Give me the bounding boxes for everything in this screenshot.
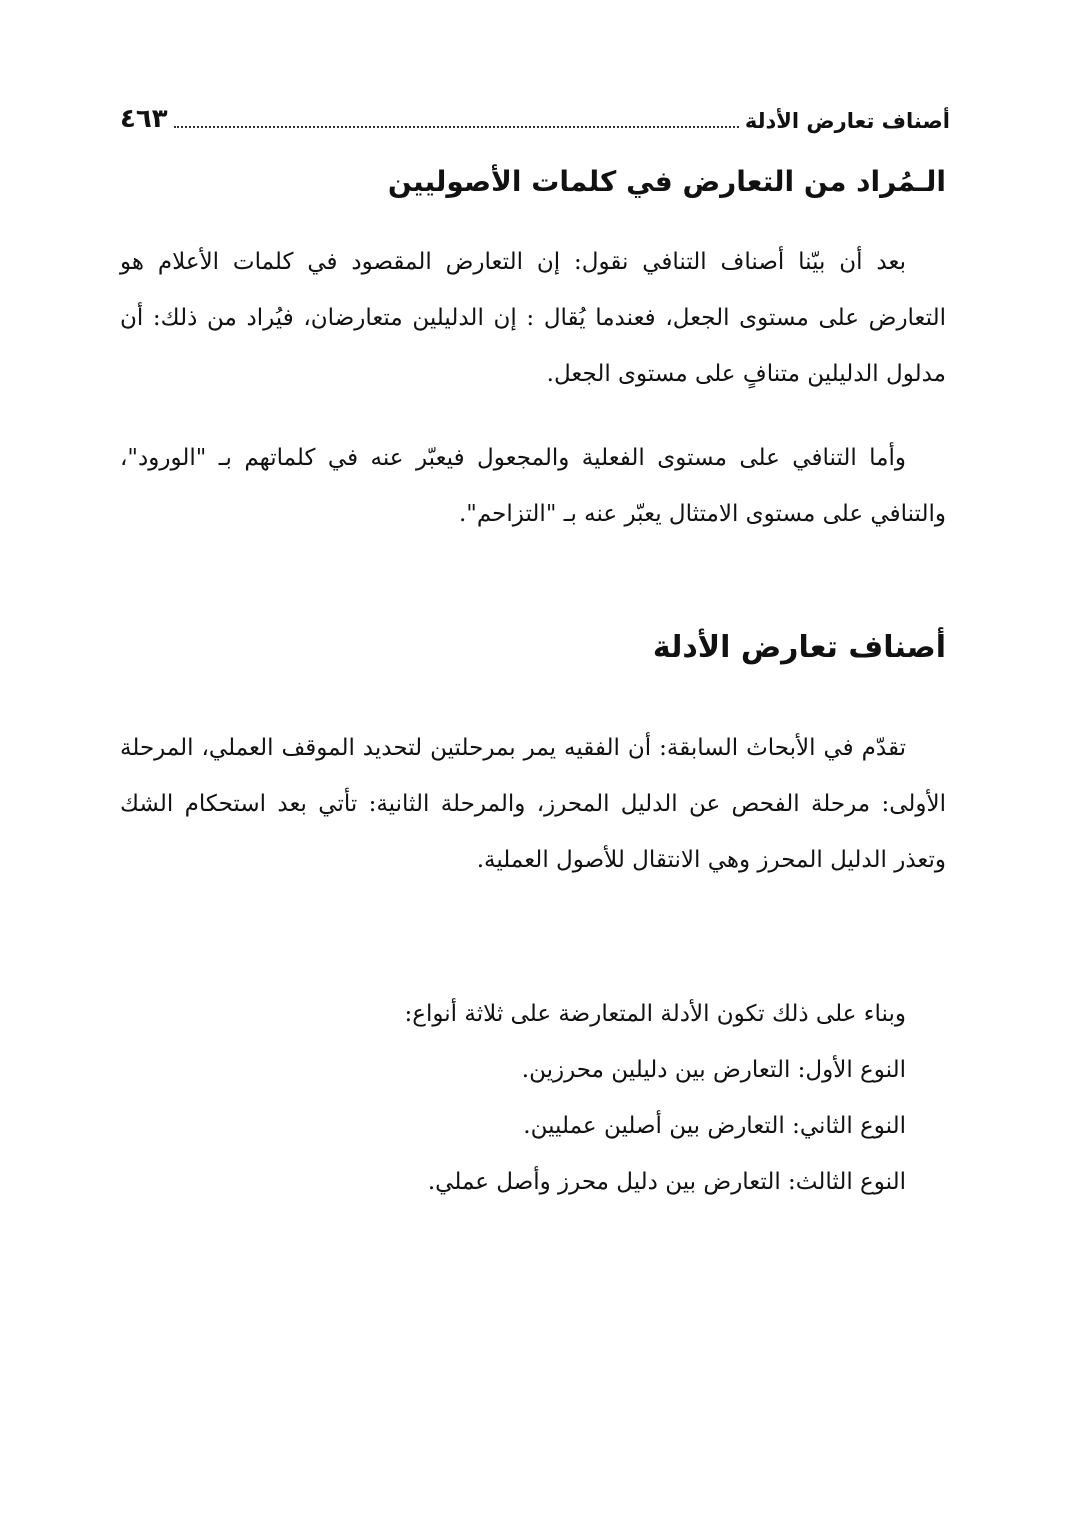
paragraph-terms-text: وأما التنافي على مستوى الفعلية والمجعول فيعبّر عنه في كلماتهم بـ "الورود"، والتنافي على مستوى الامتثال يعبّر عنه بـ "التزاحم". <box>120 445 946 527</box>
paragraph-stages <box>120 720 946 888</box>
paragraph-definition <box>120 234 946 402</box>
type-third: النوع الثالث: التعارض بين دليل محرز وأصل عملي. <box>427 1169 906 1195</box>
header-dotted-leader <box>174 125 739 128</box>
running-title: أصناف تعارض الأدلة <box>744 109 950 133</box>
type-second: النوع الثاني: التعارض بين أصلين عمليين. <box>523 1113 906 1139</box>
running-header <box>120 92 950 132</box>
types-intro: وبناء على ذلك تكون الأدلة المتعارضة على ثلاثة أنواع: <box>404 1001 906 1027</box>
paragraph-terms <box>120 430 946 542</box>
page-number: ٤٦٣ <box>120 104 168 134</box>
type-first: النوع الأول: التعارض بين دليلين محرزين. <box>521 1057 906 1083</box>
types-list <box>120 986 906 1210</box>
section-heading-types: أصناف تعارض الأدلة <box>652 630 946 665</box>
paragraph-stages-text: تقدّم في الأبحاث السابقة: أن الفقيه يمر بمرحلتين لتحديد الموقف العملي، المرحلة الأولى: مرحلة الفحص عن الدليل المحرز، والمرحلة الثانية: تأتي بعد استحكام الشك وتعذر الدليل المحرز وهي الانتقال للأصول العملية. <box>120 735 946 873</box>
paragraph-definition-text: بعد أن بيّنا أصناف التنافي نقول: إن التعارض المقصود في كلمات الأعلام هو التعارض على مستوى الجعل، فعندما يُقال : إن الدليلين متعارضان، فيُراد من ذلك: أن مدلول الدليلين متنافٍ على مستوى الجعل. <box>120 249 946 387</box>
subheading-meaning-of-conflict: الـمُراد من التعارض في كلمات الأصوليين <box>387 165 946 198</box>
